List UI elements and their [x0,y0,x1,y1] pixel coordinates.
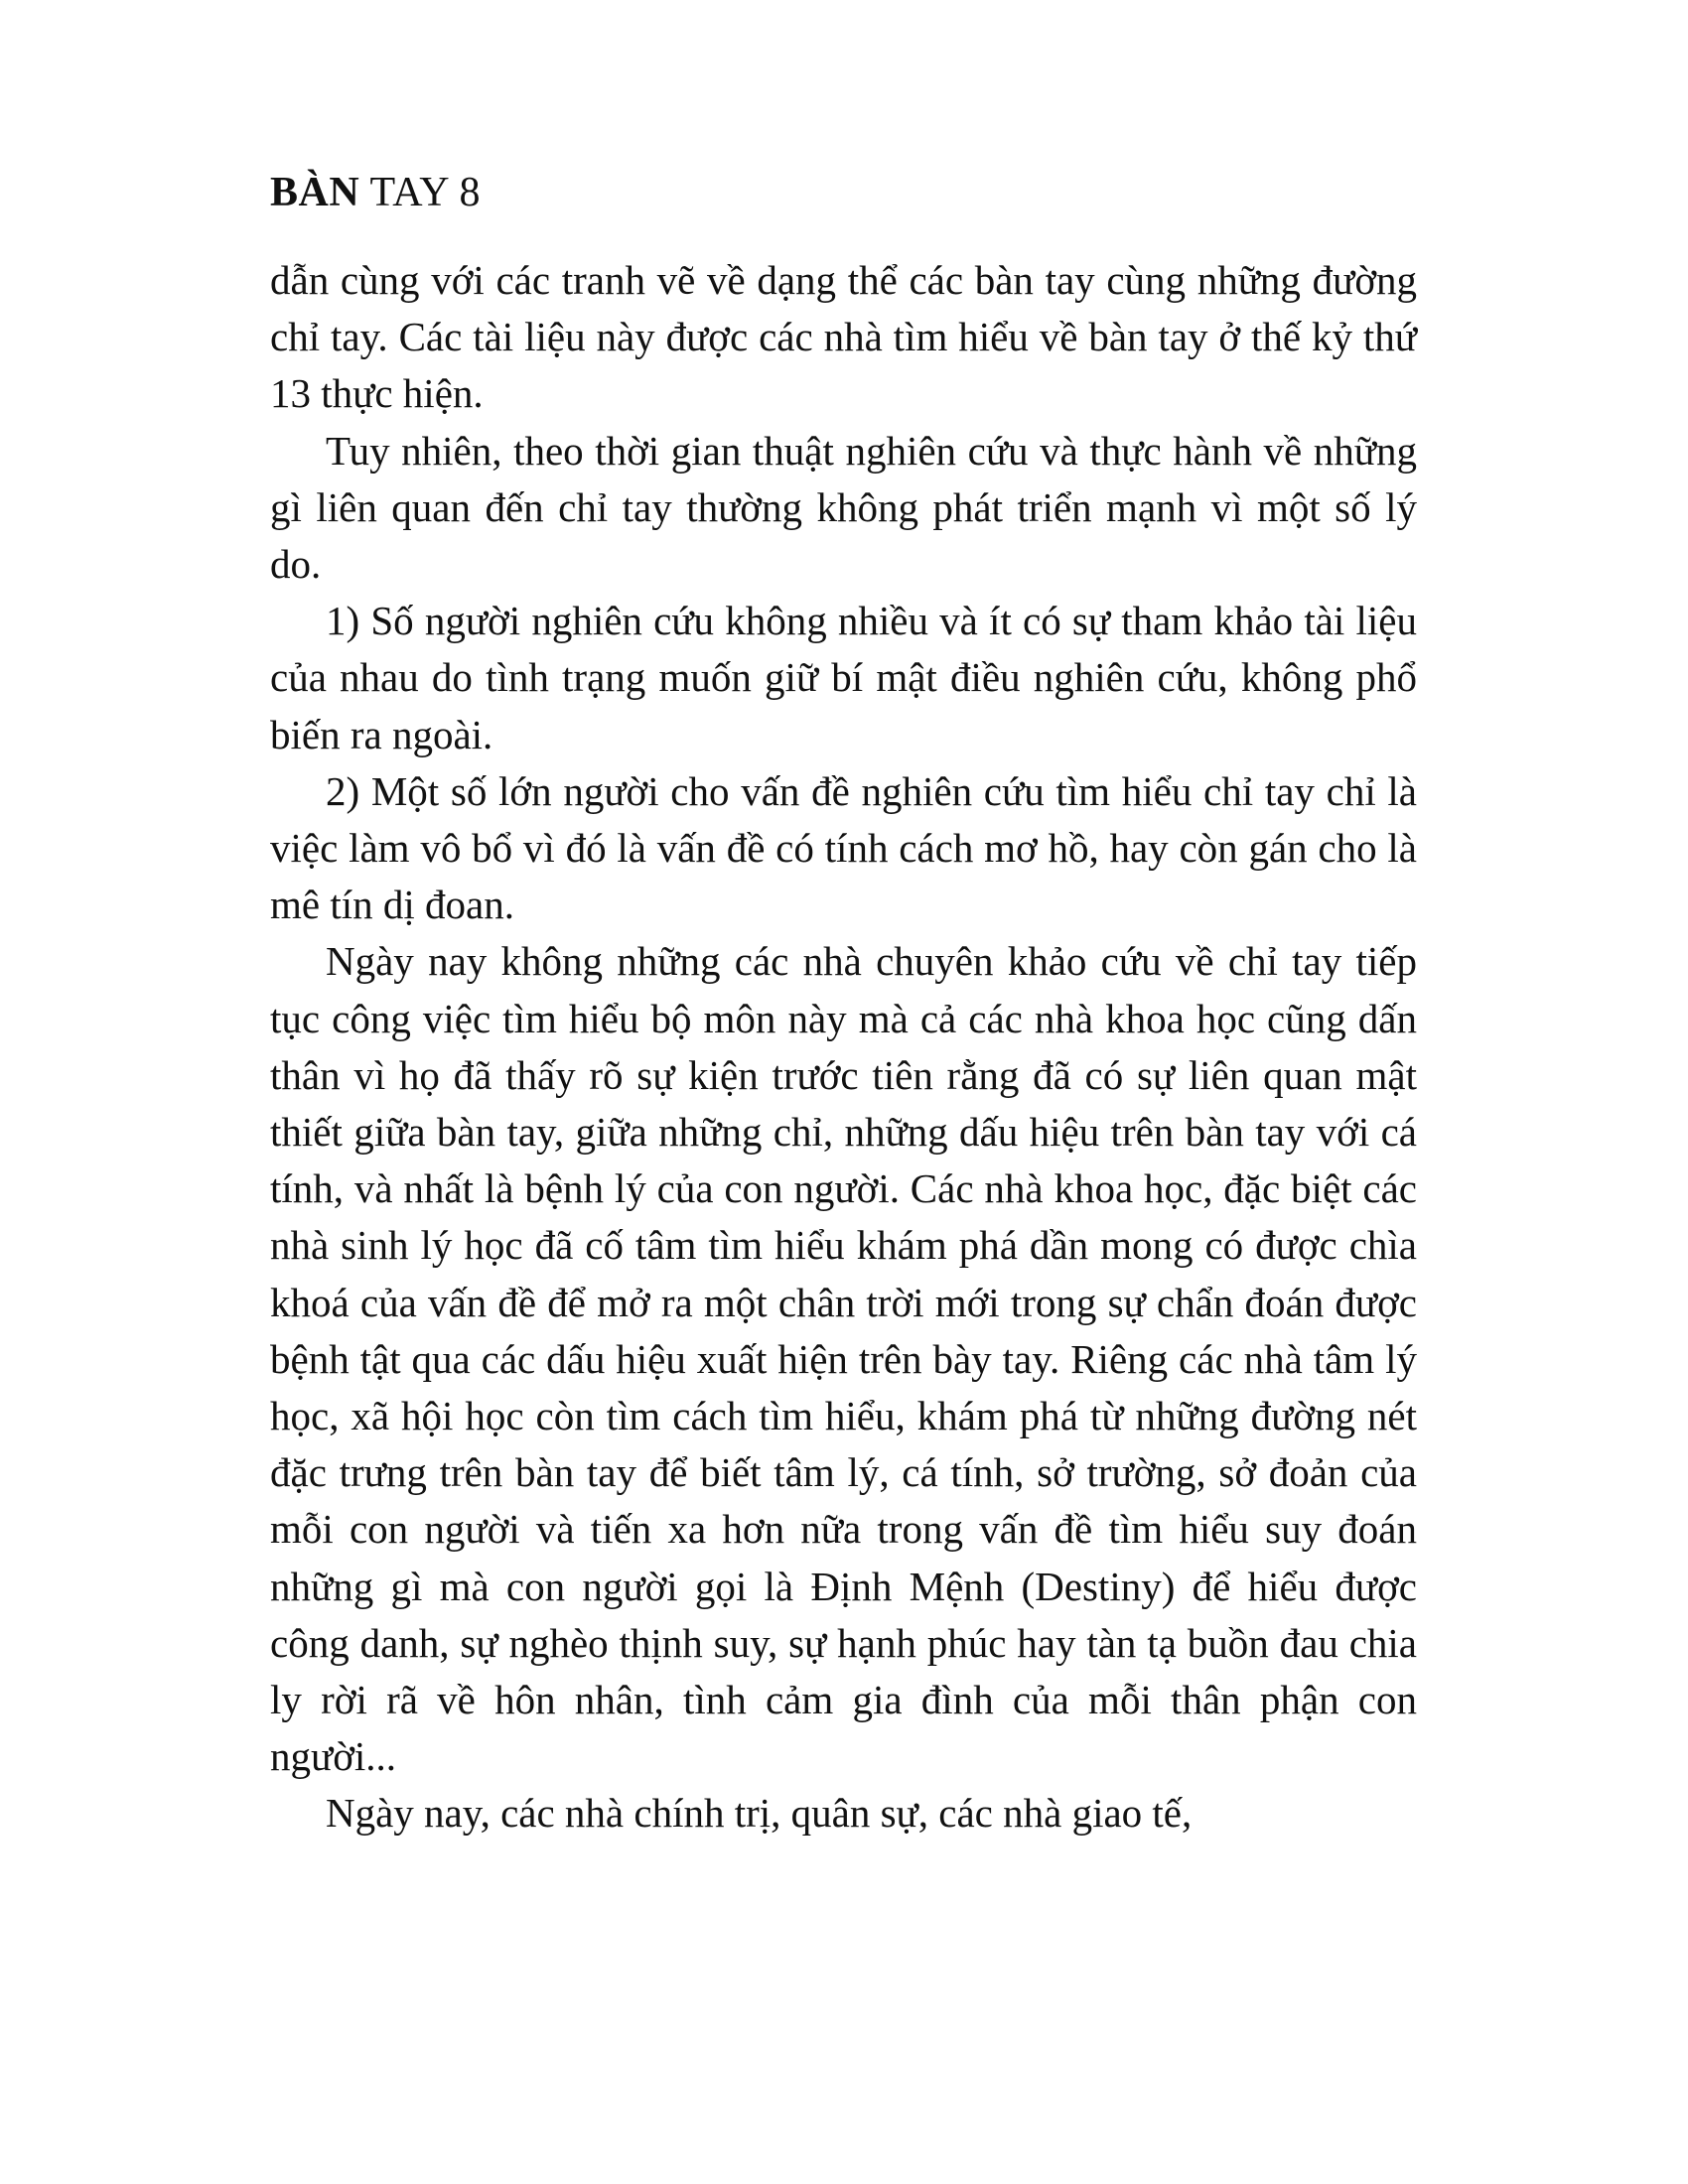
running-head-title-bold: BÀN [270,170,360,215]
running-head [270,167,1417,218]
running-head-title-rest: TAY 8 [369,170,481,215]
paragraph-final-line: Ngày nay, các nhà chính trị, quân sự, các nhà giao tế, [326,1790,1193,1837]
paragraph-development: Tuy nhiên, theo thời gian thuật nghiên cứu và thực hành về những gì liên quan đến chỉ tay thường không phát triển mạnh vì một số lý do. [270,427,1417,588]
paragraph-reason-1: 1) Số người nghiên cứu không nhiều và ít có sự tham khảo tài liệu của nhau do tình trạng muốn giữ bí mật điều nghiên cứu, không phổ biến ra ngoài. [270,598,1417,757]
paragraph-continued: dẫn cùng với các tranh vẽ về dạng thể các bàn tay cùng những đường chỉ tay. Các tài liệu này được các nhà tìm hiểu về bàn tay ở thế kỷ thứ 13 thực hiện. [270,257,1417,417]
book-page [270,167,1417,1843]
paragraph-modern-research: Ngày nay không những các nhà chuyên khảo cứu về chỉ tay tiếp tục công việc tìm hiểu bộ môn này mà cả các nhà khoa học cũng dấn thân vì họ đã thấy rõ sự kiện trước tiên rằng đã có sự liên quan mật thiết giữa bàn tay, giữa những chỉ, những dấu hiệu trên bàn tay với cá tính, và nhất là bệnh lý của con người. Các nhà khoa học, đặc biệt các nhà sinh lý học đã cố tâm tìm hiểu khám phá dần mong có được chìa khoá của vấn đề để mở ra một chân trời mới trong sự chẩn đoán được bệnh tật qua các dấu hiệu xuất hiện trên bày tay. Riêng các nhà tâm lý học, xã hội học còn tìm cách tìm hiểu, khám phá từ những đường nét đặc trưng trên bàn tay để biết tâm lý, cá tính, sở trường, sở đoản của mỗi con người và tiến xa hơn nữa trong vấn đề tìm hiểu suy đoán những gì mà con người gọi là Định Mệnh (Destiny) để hiểu được công danh, sự nghèo thịnh suy, sự hạnh phúc hay tàn tạ buồn đau chia ly rời rã về hôn nhân, tình cảm gia đình của mỗi thân phận con người... [270,938,1417,1780]
body-text [270,252,1417,1843]
paragraph-reason-2: 2) Một số lớn người cho vấn đề nghiên cứu tìm hiểu chỉ tay chỉ là việc làm vô bổ vì đó là vấn đề có tính cách mơ hồ, hay còn gán cho là mê tín dị đoan. [270,767,1417,928]
